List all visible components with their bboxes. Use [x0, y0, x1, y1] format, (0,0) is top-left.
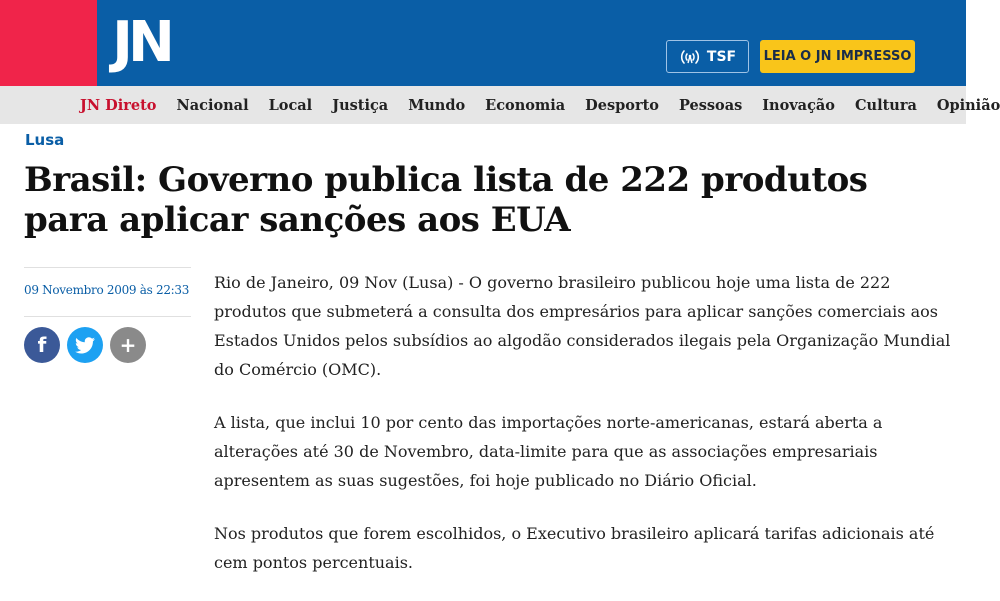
twitter-icon [75, 337, 95, 354]
share-twitter-button[interactable] [67, 327, 103, 363]
read-print-edition-label: LEIA O JN IMPRESSO [763, 49, 912, 64]
nav-item-justica[interactable]: Justiça [332, 96, 389, 114]
plus-icon: + [119, 333, 137, 357]
section-tag[interactable]: Lusa [25, 131, 65, 149]
site-header [0, 0, 966, 86]
article-date: 09 Novembro 2009 às 22:33 [24, 283, 190, 297]
article-title: Brasil: Governo publica lista de 222 produtos para aplicar sanções aos EUA [24, 160, 868, 240]
nav-item-local[interactable]: Local [268, 96, 313, 114]
article-body [214, 268, 959, 601]
facebook-icon: f [37, 333, 47, 357]
nav-item-mundo[interactable]: Mundo [408, 96, 466, 114]
brand-red-block [0, 0, 97, 86]
tsf-radio-button[interactable] [666, 40, 749, 73]
divider [24, 316, 191, 317]
nav-item-inovacao[interactable]: Inovação [762, 96, 835, 114]
share-facebook-button[interactable] [24, 327, 60, 363]
nav-item-economia[interactable]: Economia [485, 96, 566, 114]
main-nav [0, 86, 1000, 124]
article-paragraph: A lista, que inclui 10 por cento das importações norte-americanas, estará aberta a alterações até 30 de Novembro, data-limite para que as associações empresariais apresentem as suas sugestões, foi hoje publicado no Diário Oficial. [214, 413, 883, 490]
nav-item-cultura[interactable]: Cultura [854, 96, 917, 114]
article-paragraph: Rio de Janeiro, 09 Nov (Lusa) - O governo brasileiro publicou hoje uma lista de 222 produtos que submeterá a consulta dos empresários para aplicar sanções comerciais aos Estados Unidos pelos subsídios ao algodão considerados ilegais pela Organização Mundial do Comércio (OMC). [214, 273, 951, 379]
nav-item-nacional[interactable]: Nacional [176, 96, 249, 114]
nav-item-pessoas[interactable]: Pessoas [678, 96, 743, 114]
read-print-edition-button[interactable] [760, 40, 915, 73]
nav-item-jn-direto[interactable]: JN Direto [80, 96, 157, 114]
jn-logo[interactable]: JN [112, 10, 170, 75]
tsf-label: TSF [706, 48, 737, 65]
nav-item-opiniao[interactable]: Opinião [936, 96, 1000, 114]
nav-item-desporto[interactable]: Desporto [585, 96, 659, 114]
radio-wave-icon [679, 48, 701, 66]
article-paragraph: Nos produtos que forem escolhidos, o Executivo brasileiro aplicará tarifas adicionais até cem pontos percentuais. [214, 524, 935, 572]
divider [24, 267, 191, 268]
share-more-button[interactable] [110, 327, 146, 363]
